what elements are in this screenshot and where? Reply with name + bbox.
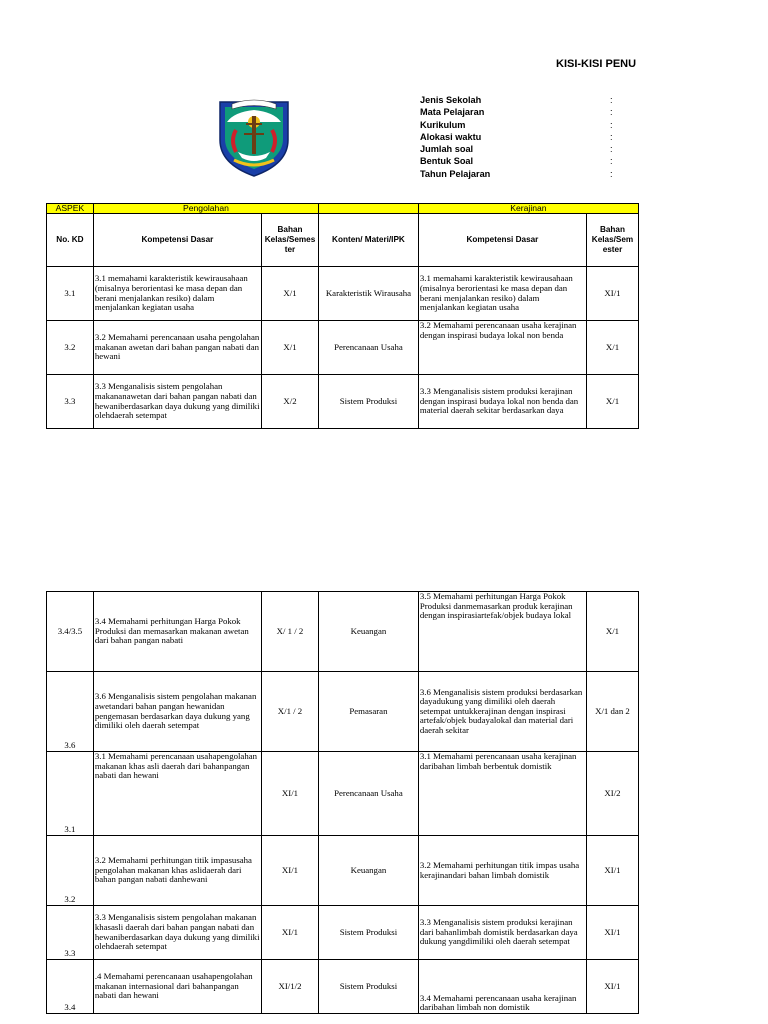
kd-number: 3.4/3.5 xyxy=(47,592,94,672)
meta-kurikulum: Kurikulum : xyxy=(420,119,613,130)
konten-materi: Sistem Produksi xyxy=(319,960,419,1014)
bahan-kelas-kerajinan: XI/1 xyxy=(586,960,638,1014)
document-title: KISI-KISI PENU xyxy=(556,58,637,70)
kd-kerajinan: 3.3 Menganalisis sistem produksi kerajinan dari bahanlimbah domistik berdasarkan daya dukung yangdimiliki oleh daerah setempat xyxy=(418,906,586,960)
col-kompetensi-dasar-kerajinan: Kompetensi Dasar xyxy=(418,214,586,267)
kd-pengolahan: .4 Memahami perencanaan usahapengolahan makanan internasional dari bahanpangan nabati dan hewani xyxy=(93,960,261,1014)
kd-number: 3.4 xyxy=(47,960,94,1014)
kd-kerajinan: 3.2 Memahami perencanaan usaha kerajinan dengan inspirasi budaya lokal non benda xyxy=(418,321,586,375)
konten-materi: Sistem Produksi xyxy=(319,906,419,960)
bahan-kelas-kerajinan: X/1 dan 2 xyxy=(586,672,638,752)
konten-materi: Sistem Produksi xyxy=(319,375,419,429)
meta-jenis-sekolah: Jenis Sekolah : xyxy=(420,95,613,105)
col-konten-materi: Konten/ Materi/IPK xyxy=(319,214,419,267)
konten-materi: Karakteristik Wirausaha xyxy=(319,267,419,321)
table-row xyxy=(47,375,639,429)
bahan-kelas-pengolahan: X/ 1 / 2 xyxy=(261,592,318,672)
bahan-kelas-pengolahan: XI/1/2 xyxy=(261,960,318,1014)
kisi-kisi-table-bottom xyxy=(46,591,639,1014)
meta-bentuk-soal: Bentuk Soal : xyxy=(420,156,613,167)
kd-kerajinan: 3.4 Memahami perencanaan usaha kerajinan daribahan limbah non domistik xyxy=(418,960,586,1014)
kd-pengolahan: 3.3 Menganalisis sistem pengolahan makanan khasasli daerah dari bahan pangan nabati dan hewaniberdasarkan daya dukung yang dimiliki olehdaerah setempat xyxy=(93,906,261,960)
bahan-kelas-kerajinan: X/1 xyxy=(586,375,638,429)
table-row xyxy=(47,836,639,906)
konten-materi: Keuangan xyxy=(319,592,419,672)
aspek-kerajinan: Kerajinan xyxy=(418,204,638,214)
kd-pengolahan: 3.6 Menganalisis sistem pengolahan makanan awetandari bahan pangan hewanidan pengemasan berdasarkan daya dukung yang dimiliki oleh daerah setempat xyxy=(93,672,261,752)
aspek-pengolahan: Pengolahan xyxy=(93,204,318,214)
bahan-kelas-pengolahan: X/2 xyxy=(261,375,318,429)
kd-number: 3.2 xyxy=(47,836,94,906)
konten-materi: Keuangan xyxy=(319,836,419,906)
meta-mata-pelajaran: Mata Pelajaran : xyxy=(420,107,613,118)
bahan-kelas-pengolahan: XI/1 xyxy=(261,906,318,960)
kd-number: 3.2 xyxy=(47,321,94,375)
kd-number: 3.1 xyxy=(47,752,94,836)
col-bahan-kelas-pengolahan: Bahan Kelas/Semes ter xyxy=(261,214,318,267)
table-row xyxy=(47,906,639,960)
col-no-kd: No. KD xyxy=(47,214,94,267)
kd-number: 3.3 xyxy=(47,375,94,429)
bahan-kelas-kerajinan: XI/1 xyxy=(586,267,638,321)
kd-number: 3.3 xyxy=(47,906,94,960)
aspek-label: ASPEK xyxy=(47,204,94,214)
aspek-header-row xyxy=(47,204,639,214)
kd-kerajinan: 3.1 memahami karakteristik kewirausahaan (misalnya berorientasi ke masa depan dan berani menjalankan resiko) dalam menjalankan kegiatan usaha xyxy=(418,267,586,321)
bahan-kelas-pengolahan: XI/1 xyxy=(261,752,318,836)
konten-materi: Perencanaan Usaha xyxy=(319,321,419,375)
meta-jumlah-soal: Jumlah soal : xyxy=(420,144,613,155)
bahan-kelas-kerajinan: XI/2 xyxy=(586,752,638,836)
province-emblem-logo xyxy=(214,94,294,178)
kd-kerajinan: 3.2 Memahami perhitungan titik impas usaha kerajinandari bahan limbah domistik xyxy=(418,836,586,906)
aspek-blank xyxy=(319,204,419,214)
kd-pengolahan: 3.2 Memahami perencanaan usaha pengolahan makanan awetan dari bahan pangan nabati dan hewani xyxy=(93,321,261,375)
table-row xyxy=(47,672,639,752)
kd-pengolahan: 3.1 memahami karakteristik kewirausahaan (misalnya berorientasi ke masa depan dan berani menjalankan resiko) dalam menjalankan kegiatan usaha xyxy=(93,267,261,321)
bahan-kelas-kerajinan: X/1 xyxy=(586,592,638,672)
bahan-kelas-pengolahan: X/1 / 2 xyxy=(261,672,318,752)
kd-number: 3.1 xyxy=(47,267,94,321)
kd-pengolahan: 3.4 Memahami perhitungan Harga Pokok Produksi dan memasarkan makanan awetan dari bahan pangan nabati xyxy=(93,592,261,672)
kd-pengolahan: 3.1 Memahami perencanaan usahapengolahan makanan khas asli daerah dari bahanpangan nabati dan hewani xyxy=(93,752,261,836)
kd-kerajinan: 3.5 Memahami perhitungan Harga Pokok Produksi danmemasarkan produk kerajinan dengan inspirasiartefak/objek budaya lokal xyxy=(418,592,586,672)
col-kompetensi-dasar-pengolahan: Kompetensi Dasar xyxy=(93,214,261,267)
kd-kerajinan: 3.3 Menganalisis sistem produksi kerajinan dengan inspirasi budaya lokal non benda dan material daerah sekitar berdasarkan daya xyxy=(418,375,586,429)
bahan-kelas-pengolahan: X/1 xyxy=(261,321,318,375)
kd-pengolahan: 3.2 Memahami perhitungan titik impasusaha pengolahan makanan khas aslidaerah dari bahan pangan nabati danhewani xyxy=(93,836,261,906)
table-row xyxy=(47,267,639,321)
table-row xyxy=(47,321,639,375)
bahan-kelas-kerajinan: XI/1 xyxy=(586,906,638,960)
bahan-kelas-kerajinan: X/1 xyxy=(586,321,638,375)
meta-alokasi-waktu: Alokasi waktu : xyxy=(420,131,613,142)
bahan-kelas-pengolahan: X/1 xyxy=(261,267,318,321)
kd-kerajinan: 3.6 Menganalisis sistem produksi berdasarkan dayadukung yang dimiliki oleh daerah setempat untukkerajinan dengan inspirasi artefak/objek budayalokal dan material dari daerah sekitar xyxy=(418,672,586,752)
bahan-kelas-kerajinan: XI/1 xyxy=(586,836,638,906)
table-row xyxy=(47,752,639,836)
table-row xyxy=(47,960,639,1014)
document-meta xyxy=(420,94,620,180)
kd-kerajinan: 3.1 Memahami perencanaan usaha kerajinan daribahan limbah berbentuk domistik xyxy=(418,752,586,836)
col-bahan-kelas-kerajinan: Bahan Kelas/Sem ester xyxy=(586,214,638,267)
kisi-kisi-table-top xyxy=(46,203,639,429)
table-row xyxy=(47,592,639,672)
kd-number: 3.6 xyxy=(47,672,94,752)
konten-materi: Perencanaan Usaha xyxy=(319,752,419,836)
meta-tahun-pelajaran: Tahun Pelajaran : xyxy=(420,168,613,179)
kd-pengolahan: 3.3 Menganalisis sistem pengolahan makananawetan dari bahan pangan nabati dan hewaniberdasarkan daya dukung yang dimiliki olehdaerah setempat xyxy=(93,375,261,429)
bahan-kelas-pengolahan: XI/1 xyxy=(261,836,318,906)
konten-materi: Pemasaran xyxy=(319,672,419,752)
column-header-row xyxy=(47,214,639,267)
